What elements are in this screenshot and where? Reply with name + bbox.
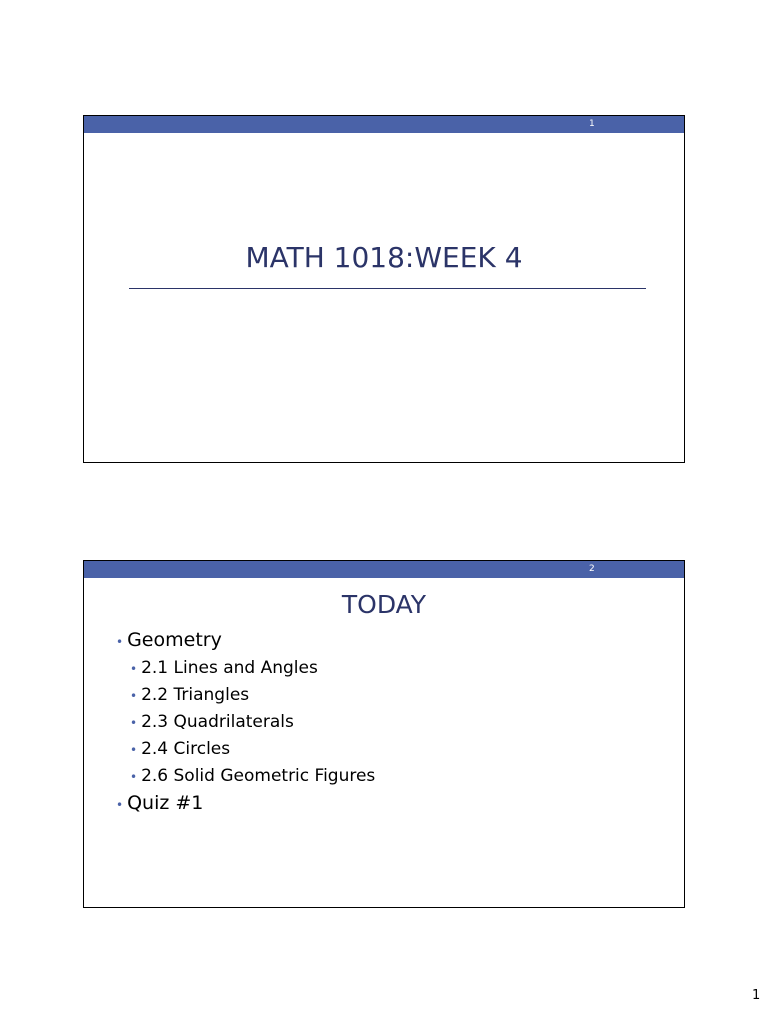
bullet-text: Geometry (127, 629, 222, 651)
slide-1 (83, 115, 685, 463)
slide-title: MATH 1018:WEEK 4 (245, 241, 523, 274)
bullet-item (116, 627, 674, 655)
slide-number: 2 (589, 564, 595, 574)
bullet-text: 2.4 Circles (141, 739, 231, 759)
slide-number: 1 (589, 119, 595, 129)
slide-2 (83, 560, 685, 908)
title-underline (129, 288, 646, 289)
sub-bullet-item (116, 682, 674, 709)
slide-header-bar (84, 561, 684, 578)
bullet-text: 2.2 Triangles (141, 685, 250, 705)
bullet-text: Quiz #1 (127, 792, 204, 814)
slide-header-bar (84, 116, 684, 133)
sub-bullet-item (116, 709, 674, 736)
sub-bullet-item (116, 736, 674, 763)
bullet-item (116, 790, 674, 818)
bullet-text: 2.6 Solid Geometric Figures (141, 766, 376, 786)
bullet-text: 2.1 Lines and Angles (141, 658, 318, 678)
bullet-dot-icon: • (130, 716, 138, 730)
bullet-dot-icon: • (130, 743, 138, 757)
sub-bullet-item (116, 655, 674, 682)
bullet-dot-icon: • (116, 635, 124, 649)
bullet-text: 2.3 Quadrilaterals (141, 712, 294, 732)
bullet-dot-icon: • (130, 662, 138, 676)
bullet-list (116, 627, 674, 818)
bullet-dot-icon: • (130, 770, 138, 784)
bullet-dot-icon: • (116, 798, 124, 812)
page-number: 1 (752, 988, 761, 1003)
slide-title: TODAY (341, 590, 427, 619)
sub-bullet-item (116, 763, 674, 790)
bullet-dot-icon: • (130, 689, 138, 703)
